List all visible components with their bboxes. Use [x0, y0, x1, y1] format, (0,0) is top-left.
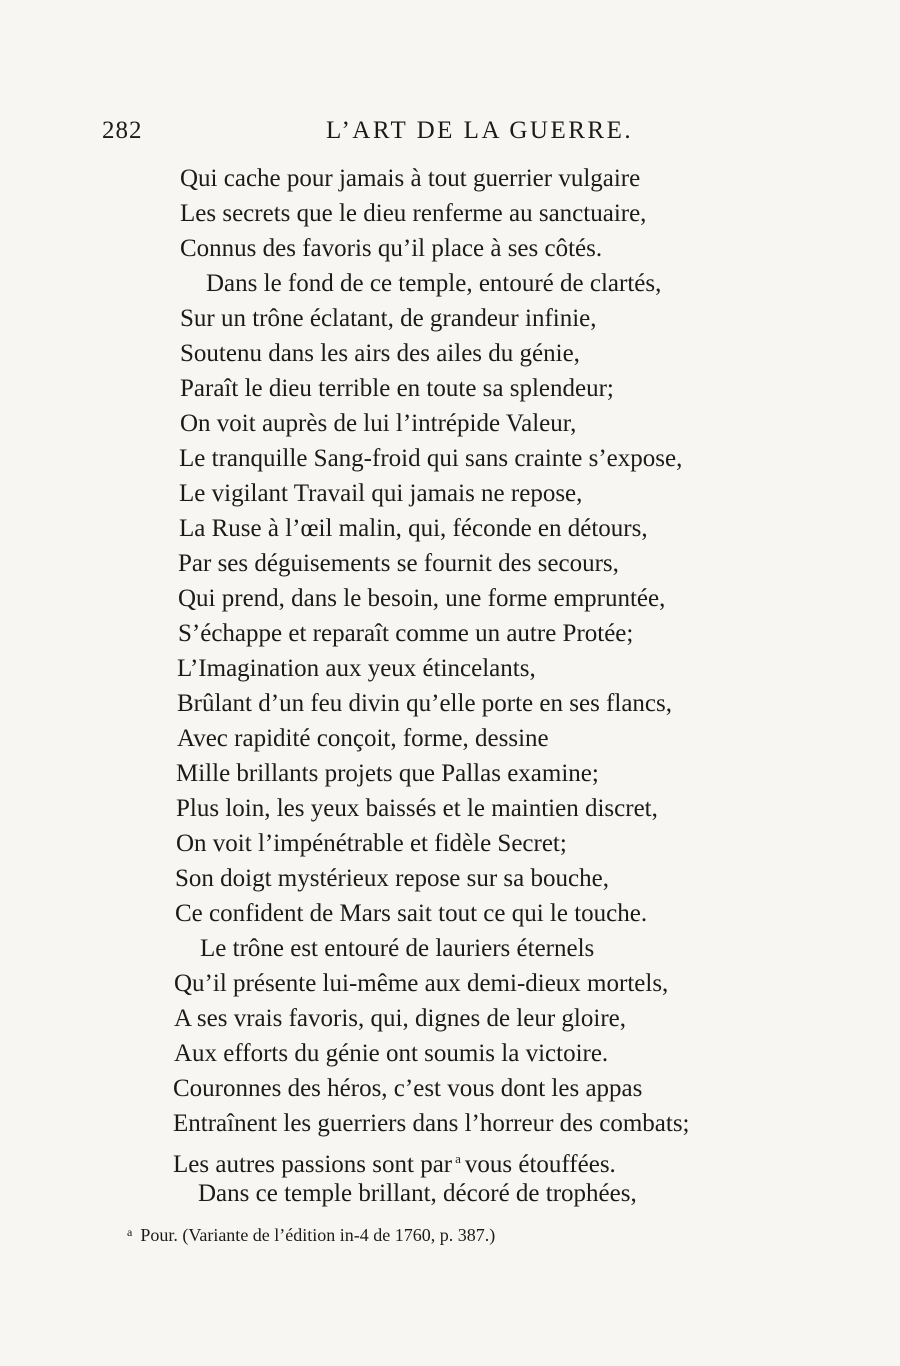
- footnote-reference: a: [455, 1151, 461, 1166]
- verse-line: Le tranquille Sang-froid qui sans crainte s’expose,: [179, 445, 683, 472]
- verse-line: Mille brillants projets que Pallas examine;: [176, 760, 599, 787]
- verse-line: Par ses déguisements se fournit des secours,: [178, 550, 619, 577]
- verse-line: On voit l’impénétrable et fidèle Secret;: [176, 830, 567, 857]
- verse-line: Connus des favoris qu’il place à ses côtés.: [180, 235, 603, 262]
- verse-line: Brûlant d’un feu divin qu’elle porte en ses flancs,: [177, 690, 672, 717]
- verse-line: Sur un trône éclatant, de grandeur infinie,: [180, 305, 597, 332]
- verse-line: Dans ce temple brillant, décoré de trophées,: [198, 1180, 637, 1207]
- verse-line: On voit auprès de lui l’intrépide Valeur,: [180, 410, 577, 437]
- footnote-mark: a: [127, 1225, 133, 1239]
- footnote: [127, 1225, 495, 1246]
- verse-line: Qui cache pour jamais à tout guerrier vulgaire: [180, 165, 641, 192]
- verse-line: Ce confident de Mars sait tout ce qui le touche.: [175, 900, 648, 927]
- verse-line: Le vigilant Travail qui jamais ne repose,: [179, 480, 583, 507]
- verse-text: vous étouffées.: [464, 1151, 616, 1178]
- verse-line: Couronnes des héros, c’est vous dont les appas: [173, 1075, 643, 1102]
- verse-line: Le trône est entouré de lauriers éternels: [200, 935, 595, 962]
- verse-line: A ses vrais favoris, qui, dignes de leur gloire,: [174, 1005, 626, 1032]
- verse-text: Les autres passions sont par: [173, 1151, 453, 1178]
- verse-line: Les secrets que le dieu renferme au sanctuaire,: [180, 200, 647, 227]
- verse-line: Avec rapidité conçoit, forme, dessine: [177, 725, 549, 752]
- verse-line: Paraît le dieu terrible en toute sa splendeur;: [180, 375, 614, 402]
- verse-line: Qui prend, dans le besoin, une forme empruntée,: [178, 585, 666, 612]
- verse-line: La Ruse à l’œil malin, qui, féconde en détours,: [179, 515, 648, 542]
- footnote-text: Pour. (Variante de l’édition in-4 de 1760, p. 387.): [140, 1225, 496, 1245]
- verse-line: S’échappe et reparaît comme un autre Protée;: [178, 620, 634, 647]
- verse-line: Dans le fond de ce temple, entouré de clartés,: [206, 270, 662, 297]
- verse-line: Plus loin, les yeux baissés et le maintien discret,: [176, 795, 658, 822]
- verse-line: Soutenu dans les airs des ailes du génie,: [180, 340, 580, 367]
- verse-line: Aux efforts du génie ont soumis la victoire.: [174, 1040, 609, 1067]
- verse-line-with-note: [173, 1142, 616, 1182]
- running-head: L’ART DE LA GUERRE.: [326, 117, 634, 144]
- verse-line: L’Imagination aux yeux étincelants,: [177, 655, 536, 682]
- verse-line: Entraînent les guerriers dans l’horreur des combats;: [173, 1110, 690, 1137]
- verse-line: Qu’il présente lui-même aux demi-dieux mortels,: [174, 970, 669, 997]
- verse-line: Son doigt mystérieux repose sur sa bouche,: [175, 865, 609, 892]
- page-number: 282: [102, 117, 143, 144]
